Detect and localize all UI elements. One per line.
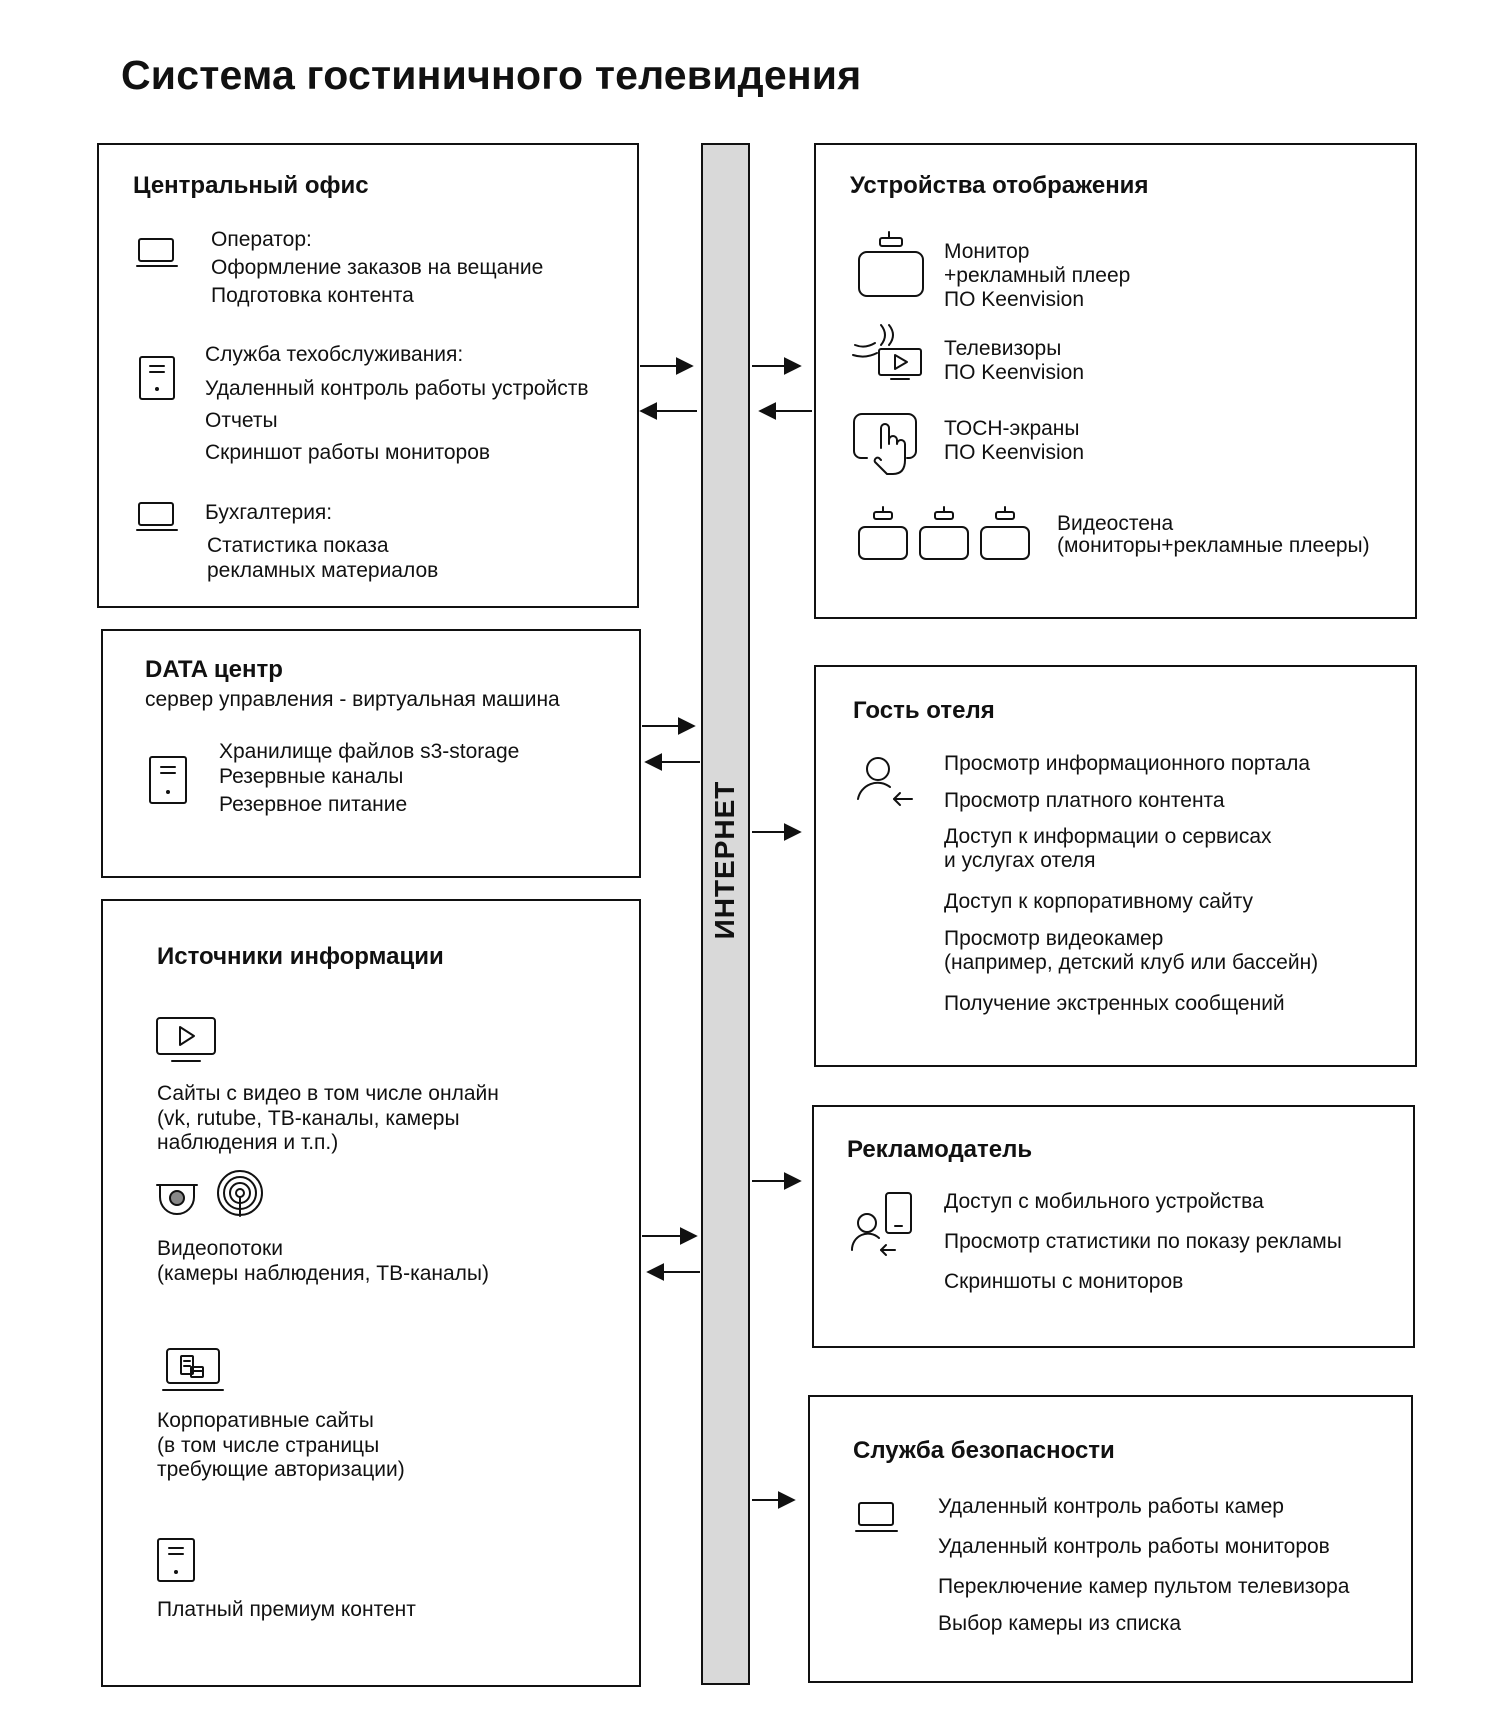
maintenance-line-3: Отчеты	[205, 409, 278, 432]
guest-heading: Гость отеля	[853, 697, 995, 724]
guest-item-5: Просмотр видеокамер	[944, 927, 1164, 950]
data-center-line-3: Резервное питание	[219, 793, 408, 816]
central-office-heading: Центральный офис	[133, 172, 369, 199]
video-sites-line-3: наблюдения и т.п.)	[157, 1131, 339, 1154]
accounting-line-2: Статистика показа	[207, 534, 389, 557]
maintenance-line-4: Скриншот работы мониторов	[205, 441, 491, 464]
guest-item-1: Просмотр информационного портала	[944, 752, 1311, 775]
data-center-line-2: Резервные каналы	[219, 765, 404, 788]
video-sites-line-2: (vk, rutube, ТВ-каналы, камеры	[157, 1107, 460, 1130]
page-title: Система гостиничного телевидения	[121, 52, 862, 98]
monitor-line-3: ПО Keenvision	[944, 288, 1084, 311]
guest-item-4: Доступ к корпоративному сайту	[944, 890, 1254, 913]
videowall-line-1: Видеостена	[1057, 512, 1174, 535]
corporate-line-1: Корпоративные сайты	[157, 1409, 374, 1432]
advertiser-item-2: Просмотр статистики по показу рекламы	[944, 1230, 1342, 1253]
security-item-2: Удаленный контроль работы мониторов	[938, 1535, 1330, 1558]
data-center-heading: DATA центр	[145, 656, 283, 683]
videowall-line-2: (мониторы+рекламные плееры)	[1057, 534, 1370, 557]
accounting-line-3: рекламных материалов	[207, 559, 439, 582]
monitor-line-1: Монитор	[944, 240, 1030, 263]
streams-line-2: (камеры наблюдения, ТВ-каналы)	[157, 1262, 490, 1285]
internet-label: ИНТЕРНЕТ	[709, 780, 740, 940]
security-item-4: Выбор камеры из списка	[938, 1612, 1181, 1635]
guest-item-6: Получение экстренных сообщений	[944, 992, 1285, 1015]
tv-line-1: Телевизоры	[944, 337, 1062, 360]
maintenance-line-2: Удаленный контроль работы устройств	[205, 377, 589, 400]
guest-item-3b: и услугах отеля	[944, 849, 1096, 872]
corporate-line-2: (в том числе страницы	[157, 1434, 380, 1457]
video-sites-line-1: Сайты с видео в том числе онлайн	[157, 1082, 499, 1105]
security-heading: Служба безопасности	[853, 1437, 1115, 1464]
security-item-1: Удаленный контроль работы камер	[938, 1495, 1284, 1518]
operator-line-1: Оператор:	[211, 228, 312, 251]
guest-item-2: Просмотр платного контента	[944, 789, 1225, 812]
tv-line-2: ПО Keenvision	[944, 361, 1084, 384]
advertiser-heading: Рекламодатель	[847, 1136, 1033, 1163]
operator-line-3: Подготовка контента	[211, 284, 414, 307]
guest-item-3: Доступ к информации о сервисах	[944, 825, 1272, 848]
advertiser-item-3: Скриншоты с мониторов	[944, 1270, 1184, 1293]
touch-line-1: ТОСН-экраны	[944, 417, 1080, 440]
accounting-line-1: Бухгалтерия:	[205, 501, 333, 524]
premium-content-label: Платный премиум контент	[157, 1598, 416, 1621]
guest-item-5b: (например, детский клуб или бассейн)	[944, 951, 1319, 974]
sources-heading: Источники информации	[157, 943, 444, 970]
advertiser-item-1: Доступ с мобильного устройства	[944, 1190, 1264, 1213]
operator-line-2: Оформление заказов на вещание	[211, 256, 544, 279]
security-item-3: Переключение камер пультом телевизора	[938, 1575, 1350, 1598]
data-center-subheading: сервер управления - виртуальная машина	[145, 688, 560, 711]
touch-line-2: ПО Keenvision	[944, 441, 1084, 464]
streams-line-1: Видеопотоки	[157, 1237, 283, 1260]
display-devices-heading: Устройства отображения	[850, 172, 1149, 199]
monitor-line-2: +рекламный плеер	[944, 264, 1131, 287]
data-center-line-1: Хранилище файлов s3-storage	[219, 740, 520, 763]
maintenance-line-1: Служба техобслуживания:	[205, 343, 464, 366]
corporate-line-3: требующие авторизации)	[157, 1458, 405, 1481]
